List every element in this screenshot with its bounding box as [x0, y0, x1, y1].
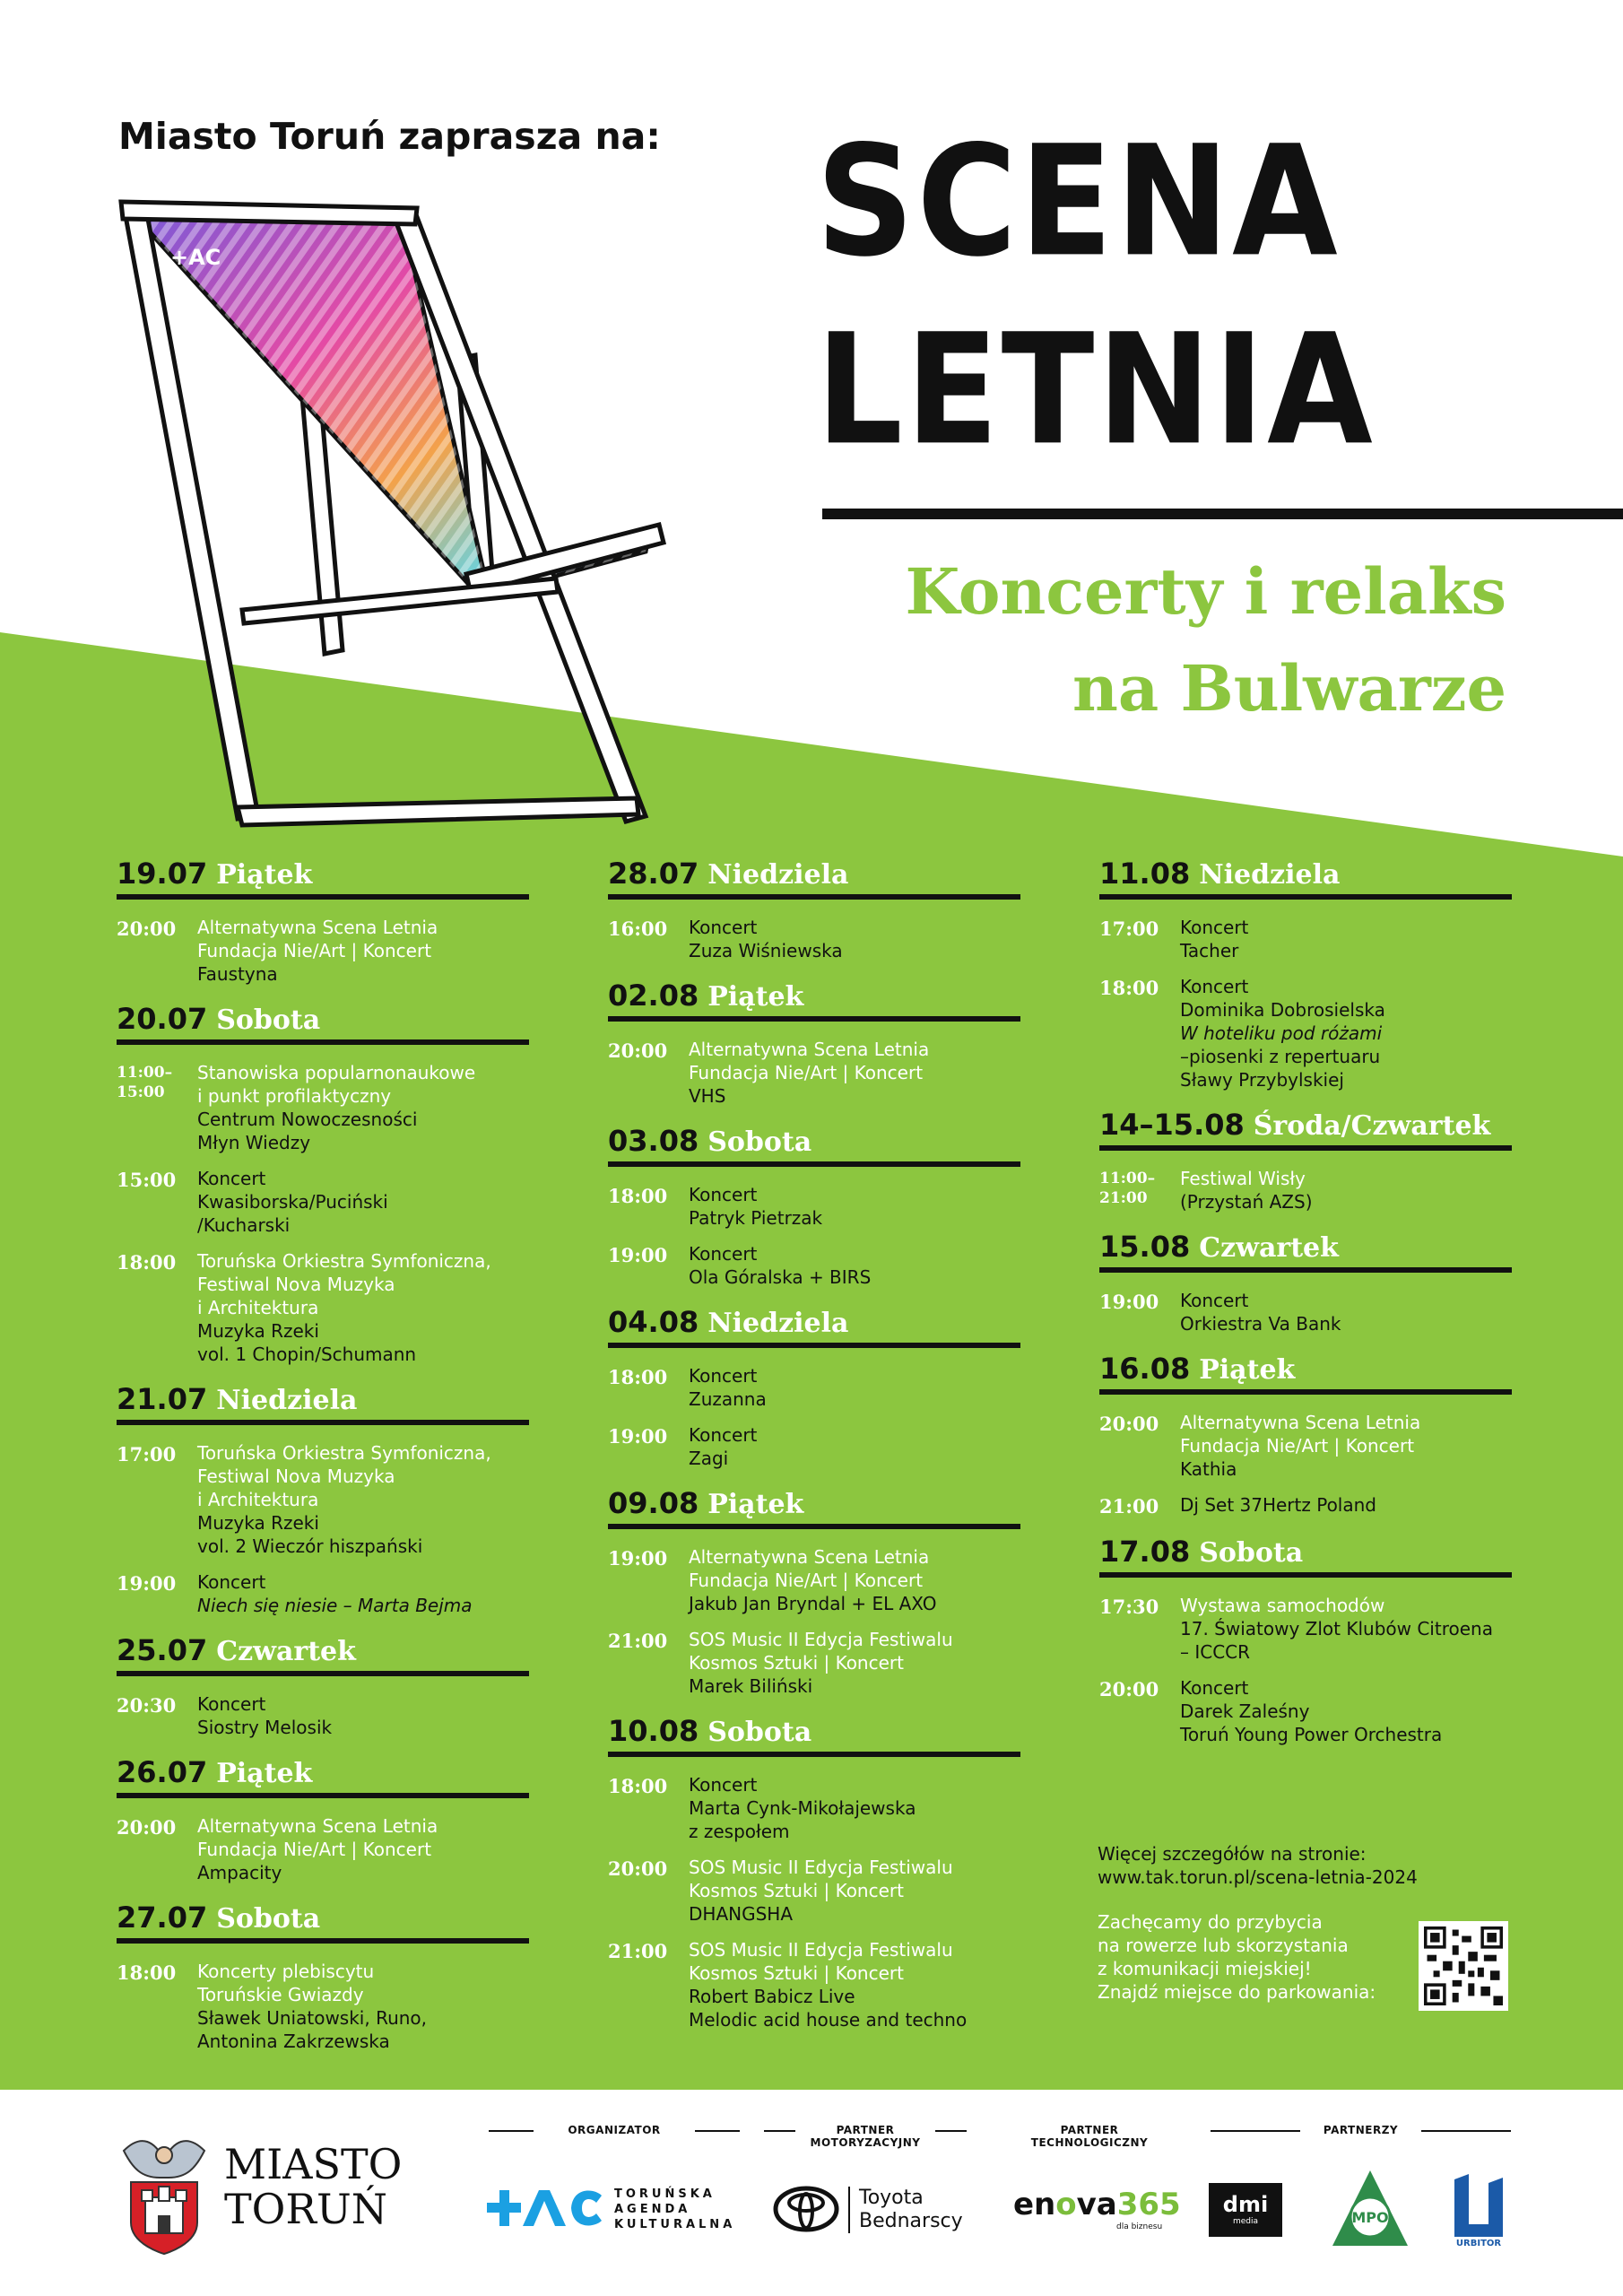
day-block: [608, 1305, 1020, 1470]
event-line: vol. 2 Wieczór hiszpański: [197, 1535, 423, 1557]
event-time: 18:00: [608, 1775, 668, 1797]
urbitor-text: URBITOR: [1455, 2239, 1502, 2248]
event-line: i Architektura: [197, 1297, 319, 1318]
day-header: [608, 1305, 1020, 1348]
day-header: [608, 978, 1020, 1022]
event-line: Dominika Dobrosielska: [1180, 999, 1385, 1021]
day-date: 20.07: [117, 1002, 208, 1036]
event-line: Koncert: [1180, 1677, 1249, 1699]
event-line: – ICCCR: [1180, 1641, 1251, 1663]
event-item: [608, 1545, 1020, 1615]
day-block: [608, 1124, 1020, 1289]
event-line: Koncert: [689, 1365, 758, 1387]
event-line: Jakub Jan Bryndal + EL AXO: [689, 1593, 937, 1614]
toyota-text: [848, 2187, 963, 2233]
day-date: 04.08: [608, 1305, 699, 1339]
day-header: [608, 857, 1020, 900]
event-line: Koncert: [689, 917, 758, 938]
event-item: [608, 1856, 1020, 1926]
event-line: Faustyna: [197, 963, 278, 985]
label-tech-text: PARTNER TECHNOLOGICZNY: [1030, 2124, 1149, 2149]
event-line: SOS Music II Edycja Festiwalu: [689, 1857, 953, 1878]
event-description: [197, 1061, 475, 1154]
event-line: Centrum Nowoczesności: [197, 1109, 418, 1130]
event-line: Koncert: [1180, 976, 1249, 997]
event-item: [1099, 1493, 1512, 1518]
event-description: [197, 1167, 388, 1237]
event-line: i punkt profilaktyczny: [197, 1085, 392, 1107]
day-block: [117, 1002, 529, 1366]
tak-text: [614, 2187, 735, 2232]
event-line: DHANGSHA: [689, 1903, 793, 1925]
event-line: Koncert: [689, 1243, 758, 1265]
event-time: 19:00: [608, 1547, 668, 1570]
enova-part-a: en: [1013, 2187, 1056, 2222]
day-date: 11.08: [1099, 857, 1191, 891]
event-line: Festiwal Nova Muzyka: [197, 1465, 395, 1487]
event-description: [197, 1960, 427, 2053]
day-header: [608, 1124, 1020, 1167]
schedule-column-2: [608, 857, 1020, 2048]
event-description: [1180, 916, 1248, 962]
event-description: [1180, 975, 1385, 1091]
enova-sub: dla biznesu: [1116, 2222, 1163, 2231]
event-line: Zuza Wiśniewska: [689, 940, 843, 961]
event-line: Koncert: [197, 1693, 266, 1715]
event-item: [117, 1061, 529, 1154]
day-block: [117, 1633, 529, 1739]
day-of-week: Sobota: [1199, 1537, 1304, 1569]
event-line: Darek Zaleśny: [1180, 1700, 1310, 1722]
day-block: [117, 857, 529, 986]
event-line: Dj Set 37Hertz Poland: [1180, 1494, 1376, 1516]
event-description: [1180, 1493, 1376, 1518]
event-description: [689, 1545, 936, 1615]
event-item: [117, 916, 529, 986]
day-header: [117, 1900, 529, 1944]
subtitle-line-2: na Bulwarze: [1072, 651, 1506, 726]
day-date: 17.08: [1099, 1535, 1191, 1569]
day-of-week: Niedziela: [707, 1308, 849, 1339]
day-block: [1099, 1535, 1512, 1746]
event-time: 19:00: [117, 1572, 177, 1595]
event-line: Marta Cynk-Mikołajewska: [689, 1797, 916, 1819]
toyota-logo-icon: [773, 2185, 839, 2233]
event-description: [689, 1183, 822, 1230]
event-description: [197, 1249, 491, 1366]
event-line: Koncert: [689, 1184, 758, 1205]
event-time: 18:00: [608, 1366, 668, 1388]
label-moto: [764, 2124, 967, 2149]
event-line: Toruńska Orkiestra Symfoniczna,: [197, 1250, 491, 1272]
event-description: [197, 1814, 438, 1884]
event-time: 20:00: [608, 1857, 668, 1880]
day-date: 15.08: [1099, 1230, 1191, 1264]
event-line: Fundacja Nie/Art | Koncert: [689, 1570, 924, 1591]
event-item: [117, 1249, 529, 1366]
day-block: [608, 1486, 1020, 1698]
schedule-column-3: [1099, 857, 1512, 1762]
event-time: 18:00: [608, 1185, 668, 1207]
event-time: 17:30: [1099, 1596, 1159, 1618]
event-time: 20:00: [117, 1816, 177, 1839]
event-item: [608, 916, 1020, 962]
day-of-week: Sobota: [707, 1126, 812, 1158]
day-of-week: Piątek: [216, 859, 313, 891]
event-line: Koncert: [689, 1424, 758, 1446]
day-of-week: Czwartek: [216, 1636, 356, 1667]
label-organizer-text: ORGANIZATOR: [568, 2124, 661, 2136]
event-time: 20:00: [1099, 1678, 1159, 1700]
event-time: 19:00: [1099, 1291, 1159, 1313]
event-line: Tacher: [1180, 940, 1239, 961]
torun-coat-of-arms-icon: [115, 2133, 213, 2258]
event-time: 18:00: [117, 1251, 177, 1274]
event-time: 17:00: [117, 1443, 177, 1465]
event-description: [689, 1856, 953, 1926]
urbitor-logo-icon: [1451, 2170, 1506, 2237]
event-line: Fundacja Nie/Art | Koncert: [197, 940, 432, 961]
event-time: 19:00: [608, 1244, 668, 1266]
event-item: [117, 1814, 529, 1884]
event-time: 20:00: [117, 918, 177, 940]
day-of-week: Sobota: [216, 1004, 321, 1036]
event-line: Ampacity: [197, 1862, 282, 1883]
event-item: [117, 1167, 529, 1237]
event-description: [1180, 1167, 1313, 1213]
day-of-week: Sobota: [216, 1903, 321, 1935]
event-line: Koncert: [1180, 917, 1249, 938]
event-item: [1099, 1594, 1512, 1664]
event-description: [1180, 1411, 1420, 1481]
event-line: 17. Światowy Zlot Klubów Citroena: [1180, 1618, 1493, 1639]
event-line: VHS: [689, 1085, 726, 1107]
label-tech: [1000, 2124, 1179, 2149]
event-item: [608, 1938, 1020, 2031]
event-description: [689, 1038, 929, 1108]
event-description: [197, 1692, 332, 1739]
event-line: Fundacja Nie/Art | Koncert: [689, 1062, 924, 1083]
day-date: 09.08: [608, 1486, 699, 1520]
event-description: [689, 916, 843, 962]
event-time: 11:00– 15:00: [117, 1064, 173, 1101]
day-date: 10.08: [608, 1714, 699, 1748]
day-block: [1099, 857, 1512, 1091]
event-line: SOS Music II Edycja Festiwalu: [689, 1629, 953, 1650]
bike-text-1: Zachęcamy do przybycia: [1098, 1911, 1323, 1933]
tak-text-2: AGENDA: [614, 2203, 691, 2216]
event-item: [608, 1183, 1020, 1230]
event-description: [197, 1570, 473, 1617]
event-line: Siostry Melosik: [197, 1717, 333, 1738]
event-item: [608, 1773, 1020, 1843]
event-line: Orkiestra Va Bank: [1180, 1313, 1341, 1335]
event-line: Zuzanna: [689, 1388, 767, 1410]
event-line: z zespołem: [689, 1821, 790, 1842]
day-of-week: Niedziela: [1199, 859, 1341, 891]
event-item: [1099, 1289, 1512, 1335]
intro-text: Miasto Toruń zaprasza na:: [118, 115, 661, 158]
event-line: Sławy Przybylskiej: [1180, 1069, 1344, 1091]
event-item: [1099, 1167, 1512, 1213]
day-block: [608, 857, 1020, 962]
day-header: [117, 1755, 529, 1798]
day-date: 25.07: [117, 1633, 208, 1667]
day-date: 28.07: [608, 857, 699, 891]
day-header: [1099, 1535, 1512, 1578]
event-line: Robert Babicz Live: [689, 1986, 855, 2007]
deck-chair-illustration: [108, 197, 753, 843]
event-line: Kosmos Sztuki | Koncert: [689, 1652, 904, 1674]
details-url-link[interactable]: www.tak.torun.pl/scena-letnia-2024: [1098, 1866, 1418, 1888]
event-line: Toruń Young Power Orchestra: [1180, 1724, 1443, 1745]
event-line: Kosmos Sztuki | Koncert: [689, 1880, 904, 1901]
event-line: Antonina Zakrzewska: [197, 2031, 390, 2052]
event-time: 18:00: [1099, 977, 1159, 999]
day-date: 26.07: [117, 1755, 208, 1789]
city-name-line-2: TORUŃ: [224, 2185, 388, 2233]
day-date: 02.08: [608, 978, 699, 1013]
day-date: 21.07: [117, 1382, 208, 1416]
day-header: [1099, 857, 1512, 900]
event-line: i Architektura: [197, 1489, 319, 1510]
day-of-week: Piątek: [707, 981, 804, 1013]
day-block: [1099, 1230, 1512, 1335]
event-line: Alternatywna Scena Letnia: [197, 917, 438, 938]
day-header: [117, 1002, 529, 1045]
day-date: 14–15.08: [1099, 1108, 1245, 1142]
dmi-logo: [1209, 2183, 1282, 2237]
day-date: 03.08: [608, 1124, 699, 1158]
day-block: [608, 1714, 1020, 2031]
event-description: [689, 1938, 967, 2031]
event-description: [689, 1423, 757, 1470]
label-moto-text: PARTNER MOTORYZACYJNY: [810, 2124, 921, 2149]
event-description: [689, 1364, 767, 1411]
title-rule: [822, 509, 1623, 519]
mpo-text: MPO: [1351, 2209, 1389, 2226]
day-block: [608, 978, 1020, 1108]
dmi-text: dmi: [1222, 2192, 1269, 2217]
event-line: (Przystań AZS): [1180, 1191, 1313, 1213]
day-of-week: Niedziela: [216, 1385, 358, 1416]
subtitle-line-1: Koncerty i relaks: [905, 554, 1506, 629]
event-description: [1180, 1289, 1341, 1335]
event-line: Kwasiborska/Puciński: [197, 1191, 388, 1213]
day-date: 16.08: [1099, 1352, 1191, 1386]
day-of-week: Niedziela: [707, 859, 849, 891]
event-line: Fundacja Nie/Art | Koncert: [197, 1839, 432, 1860]
event-line: Kathia: [1180, 1458, 1237, 1480]
day-header: [117, 857, 529, 900]
event-line: Muzyka Rzeki: [197, 1320, 319, 1342]
event-line: Alternatywna Scena Letnia: [1180, 1412, 1421, 1433]
day-block: [117, 1382, 529, 1617]
event-description: [1180, 1594, 1493, 1664]
event-time: 21:00: [608, 1630, 668, 1652]
event-description: [689, 1242, 871, 1289]
event-description: [1180, 1676, 1442, 1746]
bike-text-2: na rowerze lub skorzystania: [1098, 1935, 1349, 1956]
event-line: Niech się niesie – Marta Bejma: [197, 1595, 473, 1616]
title-line-2: LETNIA: [816, 300, 1376, 479]
bike-text-3: z komunikacji miejskiej!: [1098, 1958, 1312, 1979]
event-line: Kosmos Sztuki | Koncert: [689, 1962, 904, 1984]
event-line: Marek Biliński: [689, 1675, 813, 1697]
event-line: W hoteliku pod różami: [1180, 1022, 1383, 1044]
event-time: 20:00: [1099, 1413, 1159, 1435]
day-header: [1099, 1352, 1512, 1395]
event-time: 16:00: [608, 918, 668, 940]
enova-part-c: va: [1076, 2187, 1117, 2222]
event-line: Ola Góralska + BIRS: [689, 1266, 872, 1288]
city-name-line-1: MIASTO: [224, 2140, 403, 2188]
event-item: [608, 1038, 1020, 1108]
event-description: [689, 1773, 916, 1843]
tak-text-1: TORUŃSKA: [614, 2187, 716, 2201]
day-header: [1099, 1230, 1512, 1273]
event-time: 15:00: [117, 1169, 177, 1191]
details-label: Więcej szczegółów na stronie:: [1098, 1843, 1367, 1865]
toyota-text-1: Toyota: [859, 2187, 924, 2209]
event-line: Toruńska Orkiestra Symfoniczna,: [197, 1442, 491, 1464]
event-line: vol. 1 Chopin/Schumann: [197, 1344, 417, 1365]
event-item: [117, 1960, 529, 2053]
event-item: [1099, 916, 1512, 962]
event-line: Koncert: [689, 1774, 758, 1796]
event-line: Patryk Pietrzak: [689, 1207, 823, 1229]
day-header: [608, 1486, 1020, 1529]
dmi-sub: media: [1232, 2217, 1259, 2226]
day-of-week: Piątek: [216, 1758, 313, 1789]
day-header: [117, 1382, 529, 1425]
event-line: Zagi: [689, 1448, 729, 1469]
tak-text-3: KULTURALNA: [614, 2218, 736, 2231]
qr-code-icon[interactable]: [1419, 1921, 1508, 2011]
day-of-week: Środa/Czwartek: [1253, 1110, 1491, 1142]
event-line: Melodic acid house and techno: [689, 2009, 968, 2031]
day-of-week: Czwartek: [1199, 1232, 1339, 1264]
day-date: 19.07: [117, 857, 208, 891]
title-line-1: SCENA: [816, 112, 1341, 291]
event-item: [608, 1628, 1020, 1698]
event-time: 21:00: [1099, 1495, 1159, 1518]
day-date: 27.07: [117, 1900, 208, 1935]
day-header: [1099, 1108, 1512, 1151]
event-description: [689, 1628, 953, 1698]
event-line: –piosenki z repertuaru: [1180, 1046, 1381, 1067]
enova-part-b: o: [1055, 2187, 1077, 2222]
event-line: Wystawa samochodów: [1180, 1595, 1385, 1616]
day-header: [608, 1714, 1020, 1757]
event-item: [608, 1364, 1020, 1411]
label-partners: [1211, 2124, 1511, 2136]
day-of-week: Piątek: [1199, 1354, 1296, 1386]
event-description: [197, 1441, 491, 1558]
event-line: Koncert: [197, 1571, 266, 1593]
event-item: [117, 1692, 529, 1739]
event-line: Sławek Uniatowski, Runo,: [197, 2007, 428, 2029]
event-line: Koncert: [197, 1168, 266, 1189]
label-partners-text: PARTNERZY: [1323, 2124, 1399, 2136]
event-line: Stanowiska popularnonaukowe: [197, 1062, 476, 1083]
event-line: Alternatywna Scena Letnia: [197, 1815, 438, 1837]
event-time: 20:30: [117, 1694, 177, 1717]
enova-part-d: 365: [1116, 2187, 1181, 2222]
label-organizer: [489, 2124, 740, 2136]
event-line: Alternatywna Scena Letnia: [689, 1039, 930, 1060]
chair-logo: +AC: [170, 245, 221, 270]
event-time: 11:00– 21:00: [1099, 1170, 1156, 1207]
event-line: Festiwal Wisły: [1180, 1168, 1306, 1189]
toyota-text-2: Bednarscy: [859, 2210, 963, 2232]
event-time: 20:00: [608, 1039, 668, 1062]
event-time: 17:00: [1099, 918, 1159, 940]
event-line: Alternatywna Scena Letnia: [689, 1546, 930, 1568]
event-line: Koncerty plebiscytu: [197, 1961, 375, 1982]
event-item: [608, 1242, 1020, 1289]
event-line: Młyn Wiedzy: [197, 1132, 311, 1153]
event-item: [1099, 1411, 1512, 1481]
event-item: [608, 1423, 1020, 1470]
day-block: [1099, 1352, 1512, 1518]
parking-label: Znajdź miejsce do parkowania:: [1098, 1981, 1376, 2003]
event-description: [197, 916, 438, 986]
event-time: 21:00: [608, 1940, 668, 1962]
day-header: [117, 1633, 529, 1676]
event-item: [117, 1570, 529, 1617]
day-of-week: Piątek: [707, 1489, 804, 1520]
enova-logo: [1013, 2187, 1181, 2222]
event-line: Koncert: [1180, 1290, 1249, 1311]
day-block: [117, 1755, 529, 1884]
event-line: SOS Music II Edycja Festiwalu: [689, 1939, 953, 1961]
event-item: [1099, 975, 1512, 1091]
event-time: 19:00: [608, 1425, 668, 1448]
event-item: [117, 1441, 529, 1558]
city-name: [224, 2142, 402, 2231]
day-block: [1099, 1108, 1512, 1213]
event-item: [1099, 1676, 1512, 1746]
event-line: Toruńskie Gwiazdy: [197, 1984, 364, 2005]
event-line: Muzyka Rzeki: [197, 1512, 319, 1534]
mpo-logo-icon: [1327, 2167, 1413, 2253]
event-line: Festiwal Nova Muzyka: [197, 1274, 395, 1295]
day-block: [117, 1900, 529, 2053]
event-line: Fundacja Nie/Art | Koncert: [1180, 1435, 1415, 1457]
day-of-week: Sobota: [707, 1717, 812, 1748]
schedule-column-1: [117, 857, 529, 2069]
event-time: 18:00: [117, 1961, 177, 1984]
event-line: /Kucharski: [197, 1214, 291, 1236]
tak-logo-icon: [487, 2181, 605, 2235]
